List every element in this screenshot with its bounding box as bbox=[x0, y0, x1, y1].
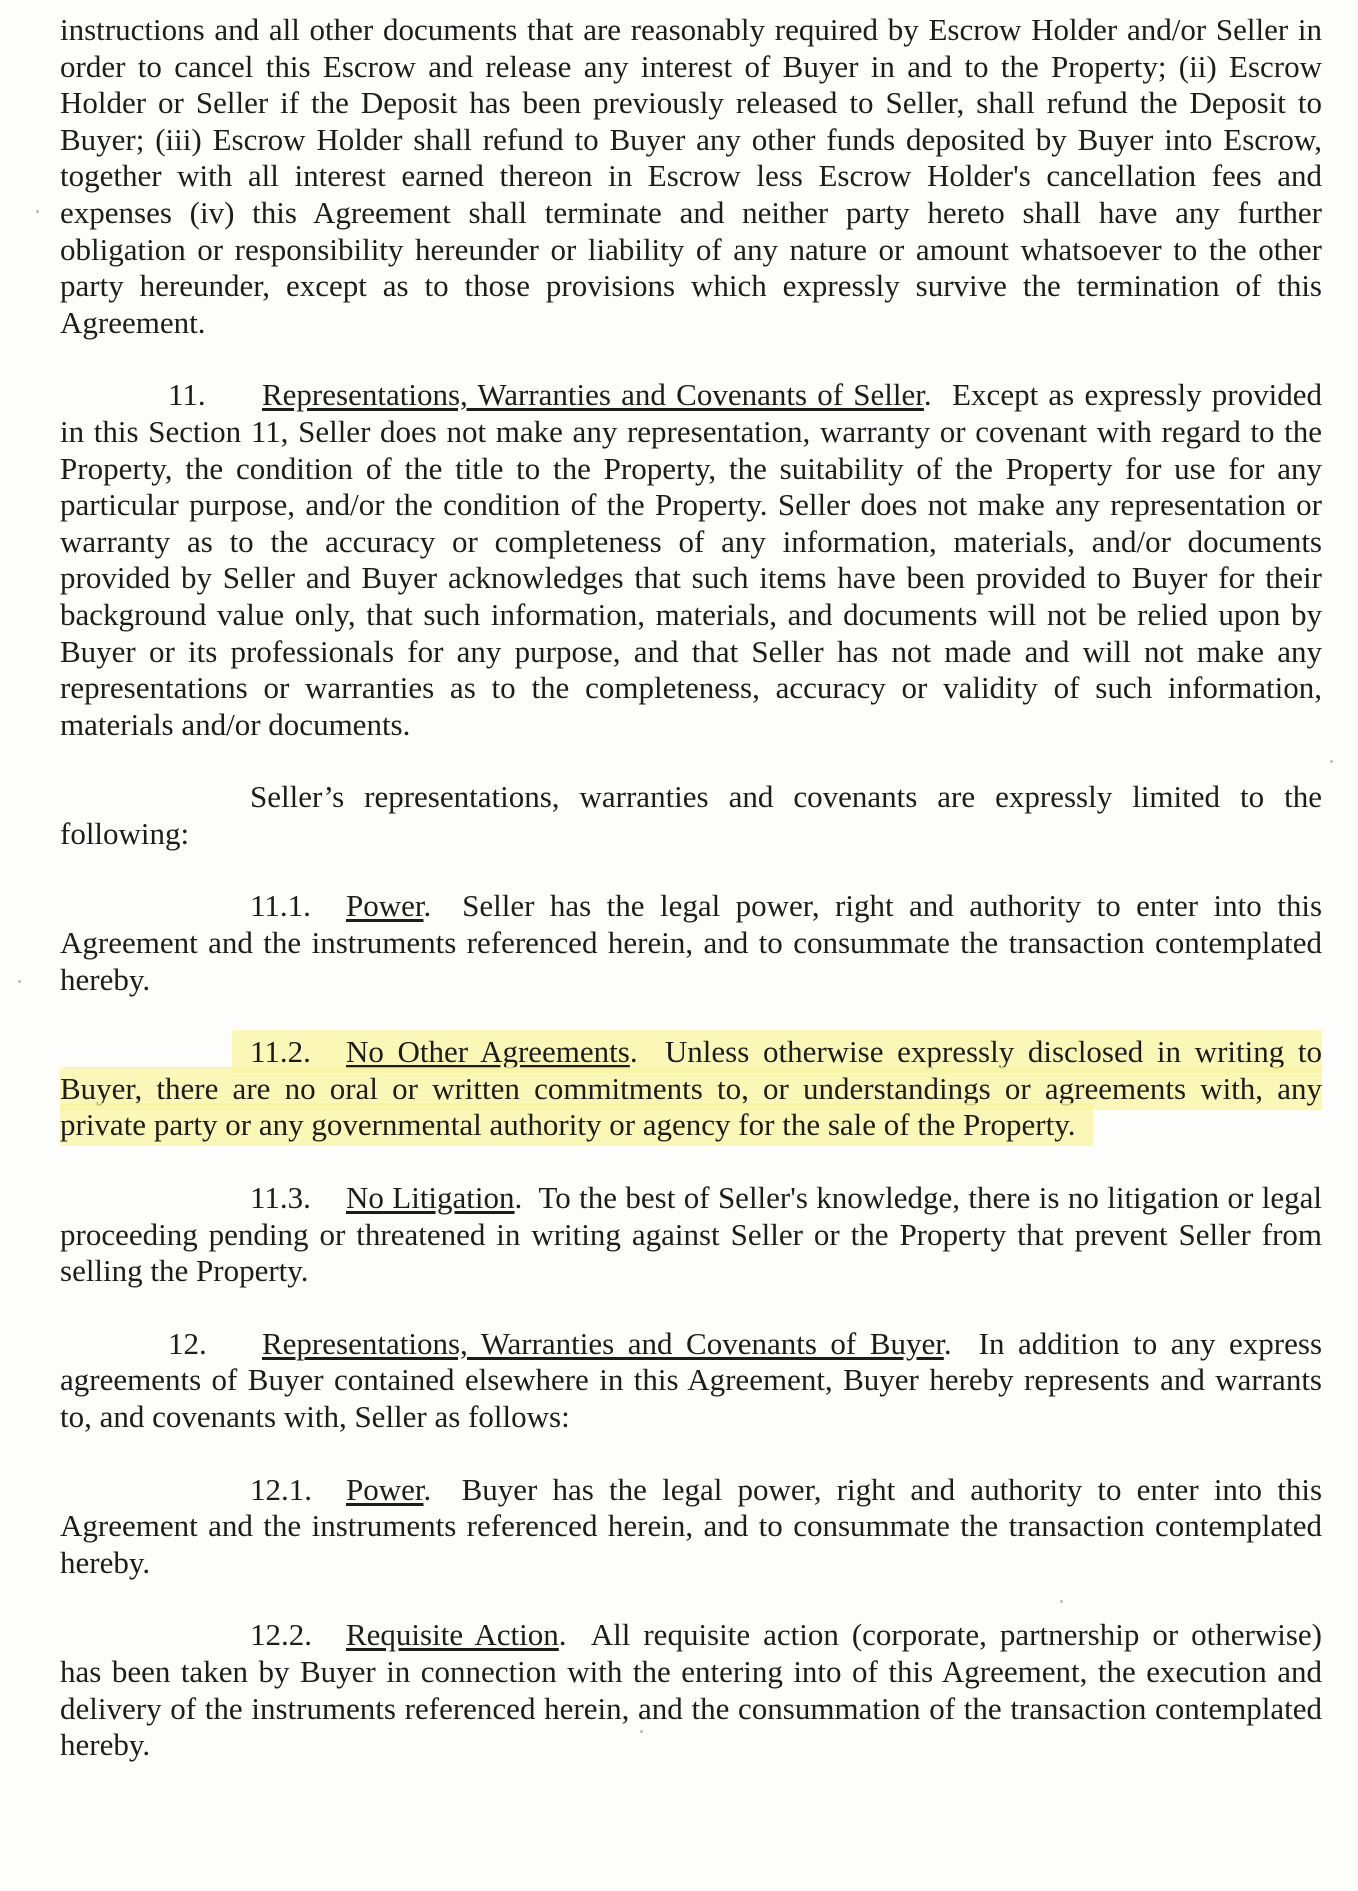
clause-11-2 bbox=[60, 1034, 1322, 1144]
clause-heading: No Other Agreements bbox=[346, 1034, 630, 1070]
clause-number: 11.2. bbox=[250, 1034, 311, 1070]
clause-11-3: 11.3. No Litigation. To the best of Seller's knowledge, there is no litigation or legal proceeding pending or threatened in writing against Seller or the Property that prevent Seller from selling the Property. bbox=[60, 1180, 1322, 1289]
highlighted-clause: 11.2. No Other Agreements. Unless otherwise expressly disclosed in writing to Buyer, there are no oral or written commitments to, or understandings or agreements with, any private party or any governmental authority or agency for the sale of the Property. bbox=[60, 1034, 1322, 1143]
scan-speck bbox=[1330, 760, 1333, 763]
document-body bbox=[60, 12, 1322, 1800]
clause-heading: No Litigation bbox=[346, 1180, 515, 1216]
clause-heading: Requisite Action bbox=[346, 1617, 559, 1653]
section-heading: Representations, Warranties and Covenants of Seller bbox=[262, 377, 924, 413]
scan-speck bbox=[36, 210, 39, 213]
intro-paragraph: instructions and all other documents that are reasonably required by Escrow Holder and/or Seller in order to cancel this Escrow and release any interest of Buyer in and to the Property; (ii) Escrow Holder or Seller if the Deposit has been previously released to Seller, shall refund the Deposit to Buyer; (iii) Escrow Holder shall refund to Buyer any other funds deposited by Buyer into Escrow, together with all interest earned thereon in Escrow less Escrow Holder's cancellation fees and expenses (iv) this Agreement shall terminate and neither party hereto shall have any further obligation or responsibility hereunder or liability of any nature or amount whatsoever to the other party hereunder, except as to those provisions which expressly survive the termination of this Agreement. bbox=[60, 12, 1322, 340]
clause-body: All requisite action (corporate, partnership or otherwise) has been taken by Buyer in connection with the entering into of this Agreement, the execution and delivery of the instruments referenced herein, and the consummation of the transaction contemplated hereby. bbox=[60, 1617, 1322, 1763]
clause-11-1: 11.1. Power. Seller has the legal power, right and authority to enter into this Agreement and the instruments referenced herein, and to consummate the transaction contemplated hereby. bbox=[60, 888, 1323, 997]
section-11: 11. Representations, Warranties and Covenants of Seller. Except as expressly provided in this Section 11, Seller does not make any representation, warranty or covenant with regard to the Property, the condition of the title to the Property, the suitability of the Property for use for any particular purpose, and/or the condition of the Property. Seller does not make any representation or warranty as to the accuracy or completeness of any information, materials, and/or documents provided by Seller and Buyer acknowledges that such items have been provided to Buyer for their background value only, that such information, materials, and documents will not be relied upon by Buyer or its professionals for any purpose, and that Seller has not made and will not make any representations or warranties as to the completeness, accuracy or validity of such information, materials and/or documents. bbox=[60, 377, 1322, 742]
limited-intro: Seller’s representations, warranties and covenants are expressly limited to the following: bbox=[60, 779, 1322, 851]
clause-number: 12.1. bbox=[250, 1471, 312, 1507]
clause-heading: Power bbox=[346, 888, 424, 924]
clause-12-1: 12.1. Power. Buyer has the legal power, right and authority to enter into this Agreement and the instruments referenced herein, and to consummate the transaction contemplated hereby. bbox=[60, 1471, 1323, 1580]
clause-heading: Power bbox=[346, 1471, 424, 1507]
clause-body: Unless otherwise expressly disclosed in writing to Buyer, there are no oral or written commitments to, or understandings or agreements with, any private party or any governmental authority or agency for the sale of the Property. bbox=[60, 1034, 1322, 1143]
section-number: 11. bbox=[168, 377, 206, 413]
section-heading: Representations, Warranties and Covenants of Buyer bbox=[262, 1325, 944, 1361]
section-body: Except as expressly provided in this Section 11, Seller does not make any representation, warranty or covenant with regard to the Property, the condition of the title to the Property, the suitability of the Property for use for any particular purpose, and/or the condition of the Property. Seller does not make any representation or warranty as to the accuracy or completeness of any information, materials, and/or documents provided by Seller and Buyer acknowledges that such items have been provided to Buyer for their background value only, that such information, materials, and documents will not be relied upon by Buyer or its professionals for any purpose, and that Seller has not made and will not make any representations or warranties as to the completeness, accuracy or validity of such information, materials and/or documents. bbox=[60, 377, 1322, 742]
clause-body: Seller has the legal power, right and authority to enter into this Agreement and the instruments referenced herein, and to consummate the transaction contemplated hereby. bbox=[60, 888, 1323, 997]
clause-number: 12.2. bbox=[250, 1617, 312, 1653]
section-12: 12. Representations, Warranties and Covenants of Buyer. In addition to any express agreements of Buyer contained elsewhere in this Agreement, Buyer hereby represents and warrants to, and covenants with, Seller as follows: bbox=[60, 1325, 1323, 1434]
clause-body: To the best of Seller's knowledge, there is no litigation or legal proceeding pending or threatened in writing against Seller or the Property that prevent Seller from selling the Property. bbox=[60, 1180, 1322, 1289]
section-number: 12. bbox=[168, 1325, 207, 1361]
clause-body: Buyer has the legal power, right and authority to enter into this Agreement and the instruments referenced herein, and to consummate the transaction contemplated hereby. bbox=[60, 1471, 1323, 1580]
clause-number: 11.3. bbox=[250, 1180, 311, 1216]
clause-number: 11.1. bbox=[250, 888, 311, 924]
clause-12-2: 12.2. Requisite Action. All requisite action (corporate, partnership or otherwise) has been taken by Buyer in connection with the entering into of this Agreement, the execution and delivery of the instruments referenced herein, and the consummation of the transaction contemplated hereby. bbox=[60, 1617, 1322, 1763]
scan-speck bbox=[18, 980, 21, 983]
section-body: In addition to any express agreements of Buyer contained elsewhere in this Agreement, Buyer hereby represents and warrants to, and covenants with, Seller as follows: bbox=[60, 1325, 1323, 1434]
